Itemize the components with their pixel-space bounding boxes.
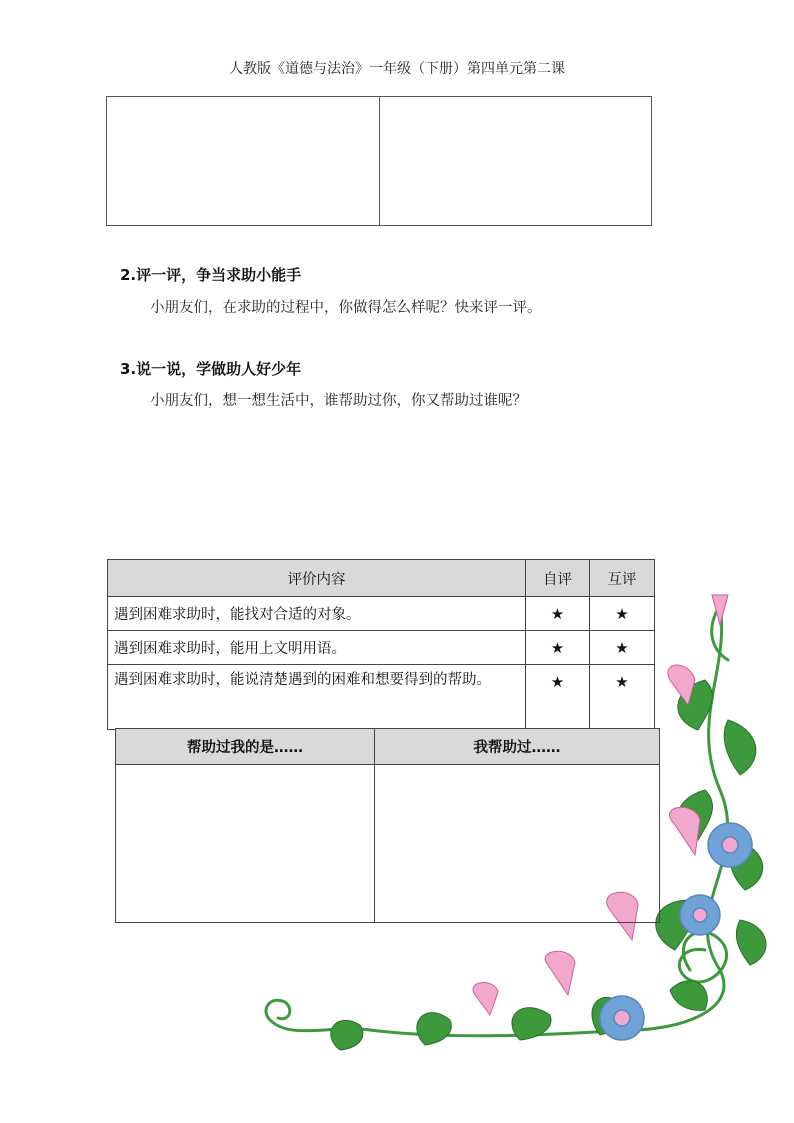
section-3-text: 小朋友们，想一想生活中，谁帮助过你，你又帮助过谁呢？ xyxy=(150,393,527,409)
evaluation-content: 遇到困难求助时，能找对合适的对象。 xyxy=(108,597,526,631)
blank-answer-table xyxy=(106,96,652,226)
section-2-title: 2.评一评，争当求助小能手 xyxy=(120,266,302,284)
who-helped-me-answer-cell[interactable] xyxy=(116,765,375,923)
section-3-title: 3.说一说，学做助人好少年 xyxy=(120,360,302,378)
evaluation-content: 遇到困难求助时，能用上文明用语。 xyxy=(108,631,526,665)
peer-star-rating[interactable]: ★ xyxy=(590,597,655,631)
peer-star-rating[interactable]: ★ xyxy=(590,631,655,665)
header-whom-i-helped: 我帮助过…… xyxy=(375,729,660,765)
peer-star-rating[interactable]: ★ xyxy=(590,665,655,730)
helping-answer-row xyxy=(116,765,660,923)
helping-header-row xyxy=(116,729,660,765)
header-self-eval: 自评 xyxy=(526,560,590,597)
page-header: 人教版《道德与法治》一年级（下册）第四单元第二课 xyxy=(229,61,565,77)
self-star-rating[interactable]: ★ xyxy=(526,597,590,631)
header-peer-eval: 互评 xyxy=(590,560,655,597)
header-who-helped-me: 帮助过我的是…… xyxy=(116,729,375,765)
self-star-rating[interactable]: ★ xyxy=(526,665,590,730)
helping-table xyxy=(115,728,660,923)
self-star-rating[interactable]: ★ xyxy=(526,631,590,665)
whom-i-helped-answer-cell[interactable] xyxy=(375,765,660,923)
section-2-text: 小朋友们，在求助的过程中，你做得怎么样呢？快来评一评。 xyxy=(150,300,542,316)
evaluation-content: 遇到困难求助时，能说清楚遇到的困难和想要得到的帮助。 xyxy=(108,665,526,730)
header-content: 评价内容 xyxy=(108,560,526,597)
blank-answer-cell-left[interactable] xyxy=(107,97,380,226)
blank-answer-cell-right[interactable] xyxy=(379,97,652,226)
